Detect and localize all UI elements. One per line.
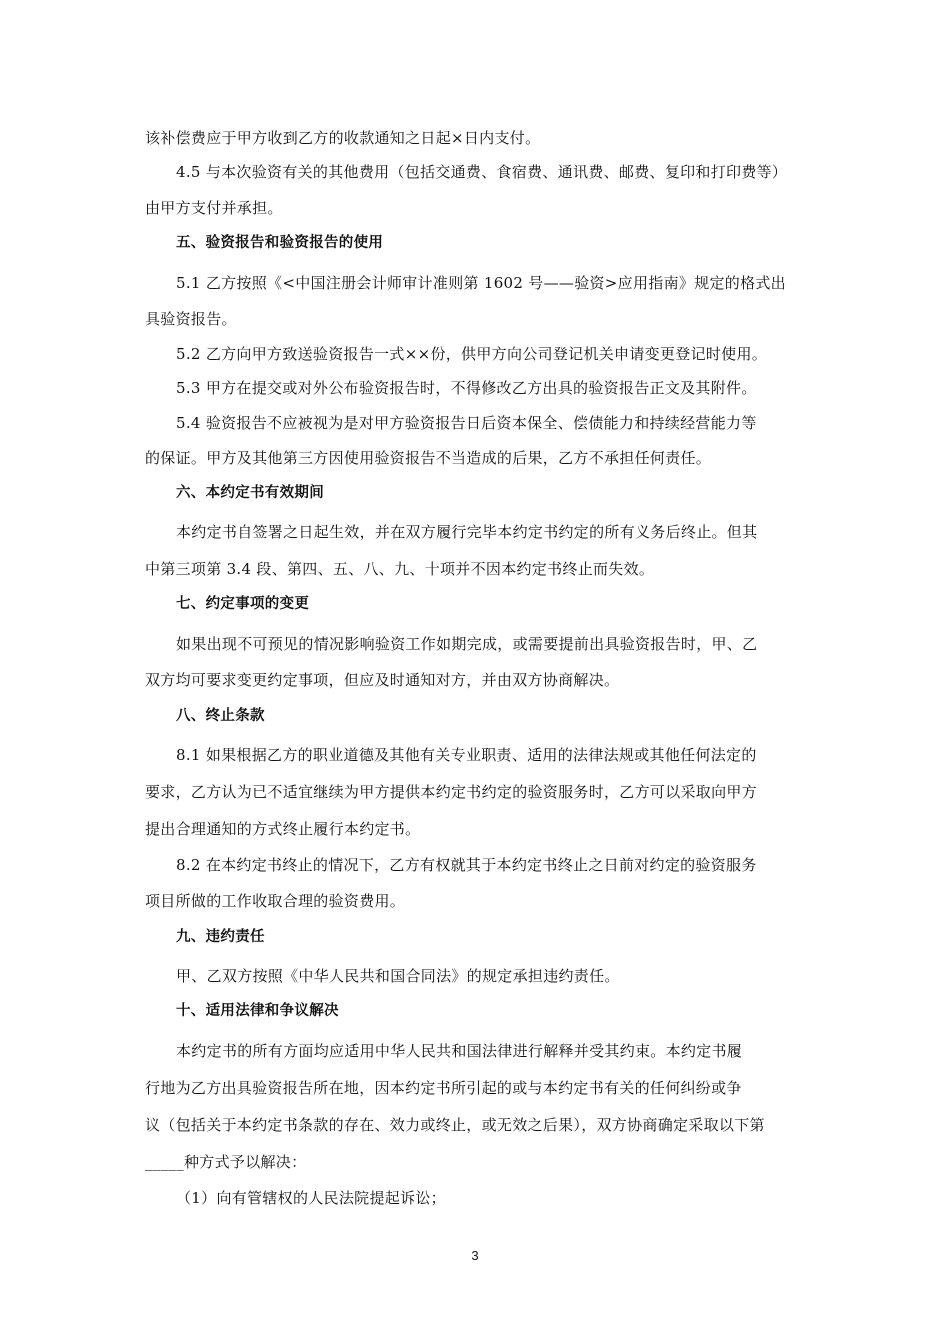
body-line: 8.1 如果根据乙方的职业道德及其他有关专业职责、适用的法律法规或其他任何法定的 [176, 746, 757, 764]
body-line: 本约定书自签署之日起生效，并在双方履行完毕本约定书约定的所有义务后终止。但其 [176, 523, 758, 541]
body-line: 双方均可要求变更约定事项，但应及时通知对方，并由双方协商解决。 [145, 671, 620, 689]
section-heading: 八、终止条款 [176, 708, 265, 724]
body-line: 如果出现不可预见的情况影响验资工作如期完成，或需要提前出具验资报告时，甲、乙 [176, 635, 758, 653]
body-line: 议（包括关于本约定书条款的存在、效力或终止，或无效之后果），双方协商确定采取以下第 [145, 1116, 765, 1134]
body-line: 5.4 验资报告不应被视为是对甲方验资报告日后资本保全、偿债能力和持续经营能力等 [176, 414, 757, 432]
body-line: 的保证。甲方及其他第三方因使用验资报告不当造成的后果，乙方不承担任何责任。 [145, 449, 712, 467]
body-line: 行地为乙方出具验资报告所在地，因本约定书所引起的或与本约定书有关的任何纠纷或争 [145, 1079, 742, 1097]
body-line: 5.1 乙方按照《<中国注册会计师审计准则第 1602 号——验资>应用指南》规定的格式出 [176, 274, 786, 292]
section-heading: 十、适用法律和争议解决 [176, 1003, 339, 1019]
body-line: 提出合理通知的方式终止履行本约定书。 [145, 820, 421, 838]
page-number: 3 [471, 1248, 479, 1263]
body-line: 由甲方支付并承担。 [145, 199, 283, 217]
body-line: 5.3 甲方在提交或对外公布验资报告时，不得修改乙方出具的验资报告正文及其附件。 [176, 379, 757, 397]
body-line: _____种方式予以解决： [145, 1153, 307, 1171]
body-line: 要求，乙方认为已不适宜继续为甲方提供本约定书约定的验资服务时，乙方可以采取向甲方 [145, 783, 758, 801]
body-line: 项目所做的工作收取合理的验资费用。 [145, 892, 406, 910]
section-heading: 五、验资报告和验资报告的使用 [176, 235, 384, 251]
body-line: 具验资报告。 [145, 310, 237, 328]
body-line: 本约定书的所有方面均应适用中华人民共和国法律进行解释并受其约束。本约定书履 [176, 1042, 743, 1060]
body-line: 中第三项第 3.4 段、第四、五、八、九、十项并不因本约定书终止而失效。 [145, 560, 655, 578]
body-line: 4.5 与本次验资有关的其他费用（包括交通费、食宿费、通讯费、邮费、复印和打印费等） [176, 163, 788, 181]
body-line: 该补偿费应于甲方收到乙方的收款通知之日起×日内支付。 [145, 129, 541, 147]
body-line: 8.2 在本约定书终止的情况下，乙方有权就其于本约定书终止之日前对约定的验资服务 [176, 856, 757, 874]
body-line: 5.2 乙方向甲方致送验资报告一式××份，供甲方向公司登记机关申请变更登记时使用。 [176, 345, 768, 363]
body-line: 甲、乙双方按照《中华人民共和国合同法》的规定承担违约责任。 [176, 967, 620, 985]
section-heading: 七、约定事项的变更 [176, 596, 310, 612]
section-heading: 六、本约定书有效期间 [176, 485, 324, 501]
body-line: （1）向有管辖权的人民法院提起诉讼； [176, 1189, 446, 1207]
section-heading: 九、违约责任 [176, 929, 265, 945]
